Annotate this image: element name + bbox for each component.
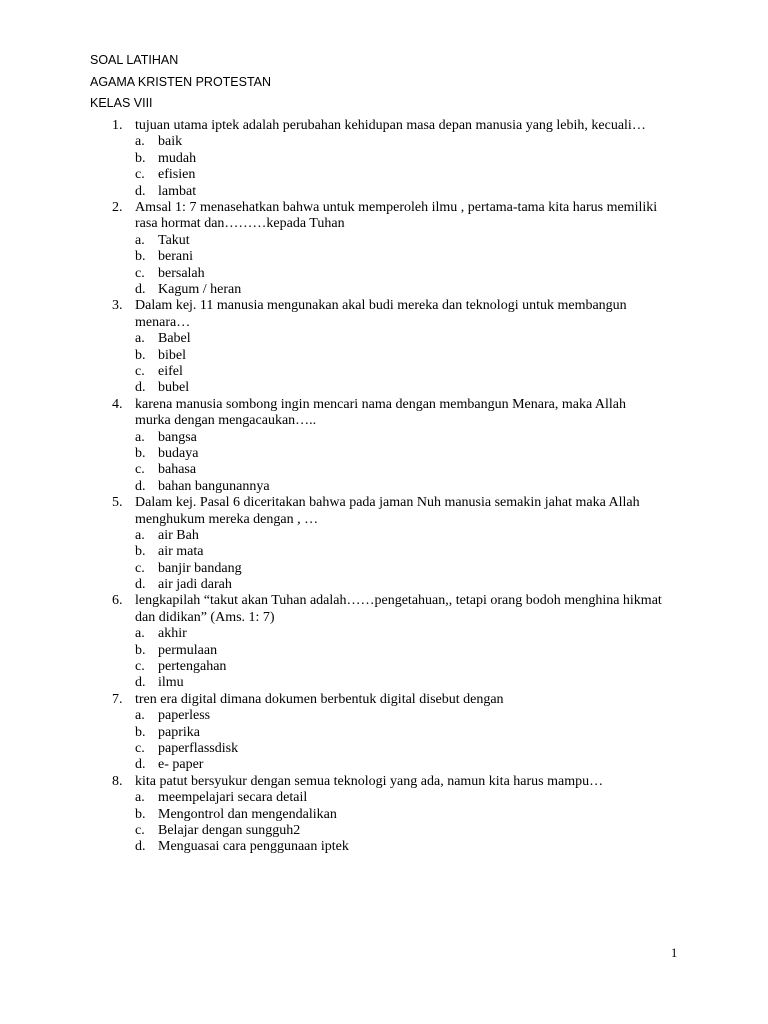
option-letter: d. [135,183,146,199]
option-text: paperflassdisk [158,741,239,757]
option-item [0,266,768,282]
page-number: 1 [671,946,678,960]
option-item [0,462,768,478]
option-item [0,839,768,855]
option-text: efisien [158,167,196,183]
option-item [0,364,768,380]
option-text: bahan bangunannya [158,478,270,494]
option-item [0,479,768,495]
question-text: Dalam kej. Pasal 6 diceritakan bahwa pada jaman Nuh manusia semakin jahat maka Allah menghukum mereka dengan , … [135,495,640,527]
option-text: lambat [158,183,197,199]
option-letter: a. [135,708,145,724]
question-number: 1. [112,118,123,133]
option-item [0,577,768,593]
question-text: Amsal 1: 7 menasehatkan bahwa untuk memperoleh ilmu , pertama-tama kita harus memiliki rasa hormat dan………kepada Tuhan [135,199,658,232]
option-item [0,233,768,249]
option-list [0,430,768,496]
question-number: 5. [112,495,123,511]
option-item [0,675,768,691]
question-number: 3. [112,298,123,314]
option-letter: c. [135,741,145,757]
option-letter: d. [135,380,146,396]
option-item [0,151,768,167]
option-letter: c. [135,462,145,478]
option-text: Belajar dengan sungguh2 [158,823,301,838]
option-text: mudah [158,150,197,166]
question-number: 8. [112,773,123,789]
option-text: bangsa [158,429,197,445]
option-item [0,741,768,757]
option-letter: d. [135,577,146,593]
option-item [0,544,768,560]
question-item [0,593,768,691]
question-number: 4. [112,396,123,412]
option-letter: c. [135,560,145,576]
option-letter: c. [135,363,145,379]
option-text: meempelajari secara detail [158,790,308,806]
question-text: karena manusia sombong ingin mencari nama dengan membangun Menara, maka Allah murka dengan mengacaukan….. [135,396,627,429]
option-text: air jadi darah [158,577,232,593]
option-text: eifel [158,363,183,379]
option-letter: b. [135,724,146,740]
question-item [0,495,768,593]
option-letter: b. [135,806,146,822]
option-item [0,823,768,839]
question-text: Dalam kej. 11 manusia mengunakan akal budi mereka dan teknologi untuk membangun menara… [135,298,627,330]
option-letter: a. [135,626,145,642]
option-text: Takut [158,232,190,248]
option-letter: a. [135,790,145,806]
option-letter: b. [135,150,146,166]
option-letter: d. [135,281,146,297]
option-letter: d. [135,478,146,494]
option-letter: a. [135,232,145,248]
option-text: Mengontrol dan mengendalikan [158,806,337,822]
option-letter: c. [135,167,145,183]
option-letter: d. [135,839,146,855]
option-item [0,659,768,675]
option-item [0,528,768,544]
header-title: SOAL LATIHAN [90,53,179,67]
option-text: baik [158,134,183,150]
option-letter: b. [135,544,146,560]
question-number: 6. [112,593,123,609]
header-grade: KELAS VIII [90,96,153,110]
option-item [0,380,768,396]
option-letter: c. [135,659,145,675]
question-item [0,397,768,495]
option-text: air Bah [158,527,199,543]
question-text: lengkapilah “takut akan Tuhan adalah……pengetahuan,, tetapi orang bodoh menghina hikmat dan didikan” (Ams. 1: 7) [135,593,662,625]
option-letter: b. [135,445,146,461]
question-list [0,118,768,856]
option-text: bahasa [158,462,197,478]
option-text: bersalah [158,265,205,281]
option-item [0,790,768,806]
option-text: budaya [158,445,199,461]
option-text: akhir [158,626,187,642]
option-text: paperless [158,708,211,724]
option-text: bibel [158,347,186,363]
option-item [0,184,768,200]
question-item [0,298,768,396]
option-item [0,167,768,183]
header-subject: AGAMA KRISTEN PROTESTAN [90,74,272,89]
option-list [0,528,768,594]
option-letter: b. [135,249,146,265]
option-letter: b. [135,642,146,658]
option-letter: c. [135,823,145,838]
question-item [0,692,768,774]
option-item [0,134,768,150]
document-header [90,50,271,115]
option-text: banjir bandang [158,560,242,576]
option-text: Babel [158,331,191,347]
option-letter: d. [135,675,146,691]
option-text: ilmu [158,675,184,691]
option-text: permulaan [158,642,218,658]
question-item [0,200,768,298]
option-list [0,134,768,200]
option-list [0,331,768,397]
question-text: tujuan utama iptek adalah perubahan kehidupan masa depan manusia yang lebih, kecuali… [135,118,646,133]
question-item [0,774,768,856]
option-item [0,430,768,446]
option-item [0,807,768,823]
option-letter: a. [135,527,145,543]
option-item [0,626,768,642]
question-text: tren era digital dimana dokumen berbentuk digital disebut dengan [135,691,504,707]
option-text: bubel [158,380,190,396]
option-list [0,626,768,692]
option-item [0,331,768,347]
question-text: kita patut bersyukur dengan semua teknologi yang ada, namun kita harus mampu… [135,773,604,789]
option-letter: d. [135,757,146,773]
option-item [0,282,768,298]
option-letter: a. [135,331,145,347]
option-text: pertengahan [158,659,227,675]
option-text: berani [158,249,193,265]
option-text: Kagum / heran [158,281,242,297]
option-letter: a. [135,134,145,150]
option-text: paprika [158,724,200,740]
option-text: Menguasai cara penggunaan iptek [158,839,349,855]
option-letter: a. [135,429,145,445]
option-text: air mata [158,544,204,560]
option-item [0,725,768,741]
option-letter: c. [135,265,145,281]
option-item [0,561,768,577]
question-item [0,118,768,200]
option-letter: b. [135,347,146,363]
option-item [0,708,768,724]
option-item [0,348,768,364]
option-item [0,757,768,773]
option-list [0,708,768,774]
option-item [0,643,768,659]
option-item [0,249,768,265]
question-number: 2. [112,199,123,215]
option-text: e- paper [158,757,204,773]
option-list [0,790,768,856]
question-number: 7. [112,691,123,707]
option-item [0,446,768,462]
option-list [0,233,768,299]
